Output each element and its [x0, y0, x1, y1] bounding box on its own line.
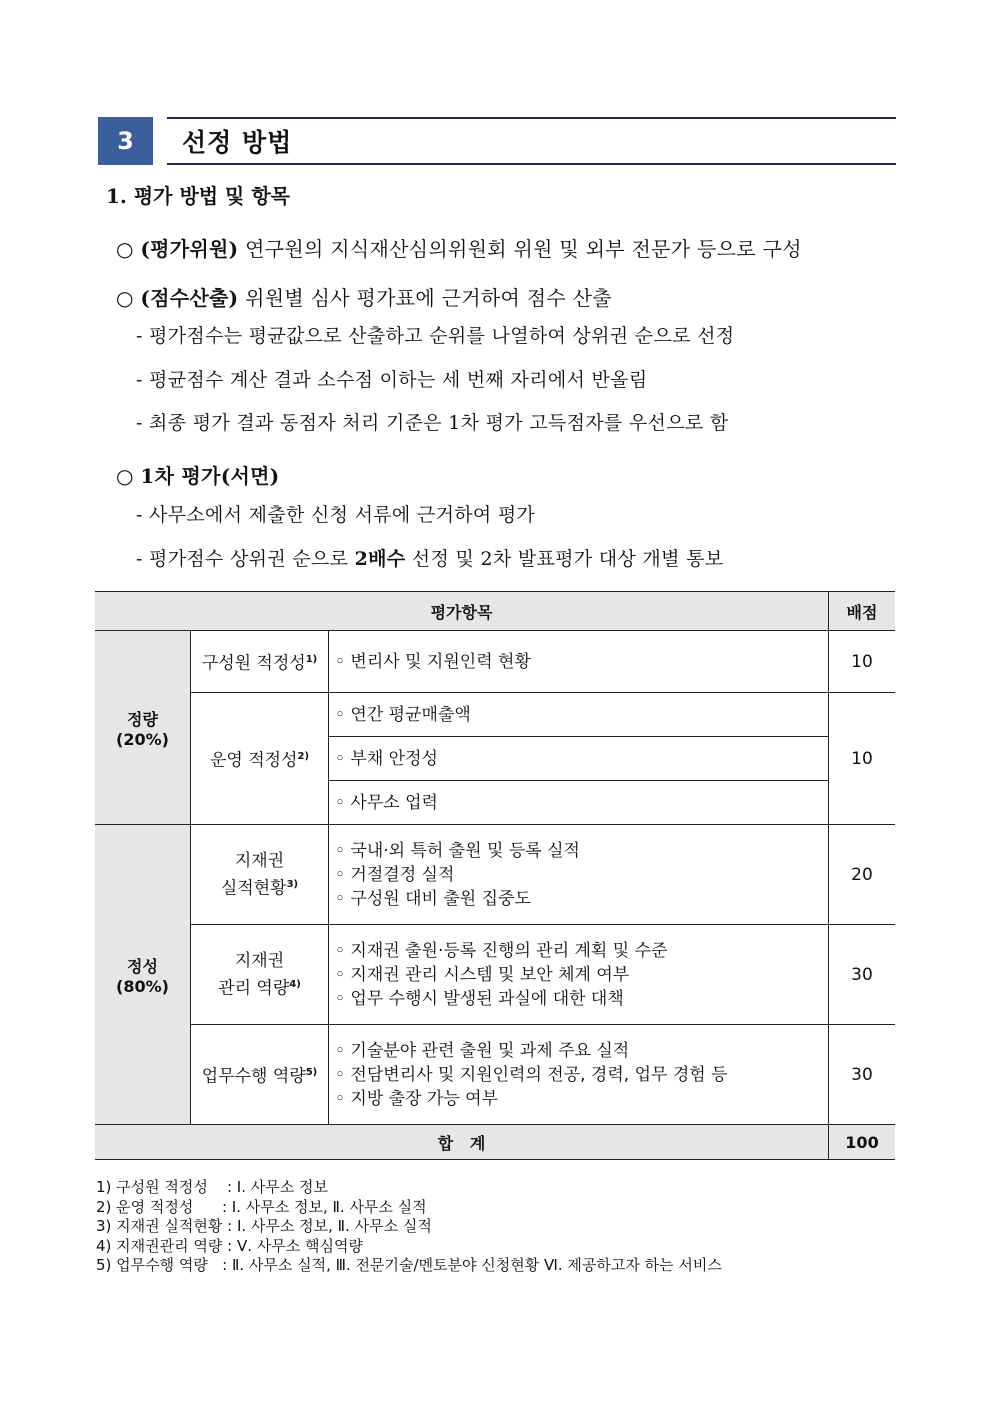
category-name: 정량 [127, 709, 158, 729]
table-row [95, 631, 895, 693]
criterion-item: ◦ 국내·외 특허 출원 및 등록 실적 [335, 840, 580, 861]
footnote-mark: 3) [286, 878, 299, 890]
total-row [95, 1125, 895, 1160]
footnote-mark: 5) [305, 1066, 318, 1078]
section-number: 3 [98, 117, 153, 165]
criterion-name [191, 1025, 329, 1125]
criterion-label: 지재권 [234, 950, 285, 971]
criterion-item: ◦ 지재권 출원·등록 진행의 관리 계획 및 수준 [335, 940, 668, 961]
bullet-score-calc [116, 282, 612, 311]
total-label: 합 계 [95, 1125, 829, 1160]
circle-bullet-icon: ○ [116, 286, 141, 310]
bullet-label: (평가위원) [140, 237, 239, 261]
criterion-label: 실적현황 [220, 878, 287, 899]
sub-item-text: 선정 및 2차 발표평가 대상 개별 통보 [405, 548, 724, 570]
header-item: 평가항목 [95, 592, 829, 631]
footnote: 3) 지재권 실적현황 : Ⅰ. 사무소 정보, Ⅱ. 사무소 실적 [96, 1217, 432, 1235]
category-name: 정성 [127, 956, 158, 976]
criterion-item: ◦ 지방 출장 가능 여부 [335, 1088, 499, 1109]
footnote: 2) 운영 적정성 : Ⅰ. 사무소 정보, Ⅱ. 사무소 실적 [96, 1197, 427, 1216]
criterion-items [329, 925, 829, 1025]
criterion-score: 30 [829, 1025, 896, 1125]
bullet-evaluators [116, 233, 802, 262]
category-pct: (20%) [116, 729, 169, 749]
criterion-items [329, 825, 829, 925]
criterion-items [329, 1025, 829, 1125]
table-row [95, 1025, 895, 1125]
bullet-label: 1차 평가(서면) [140, 464, 280, 488]
total-score: 100 [829, 1125, 896, 1160]
criterion-score: 10 [829, 631, 896, 693]
criterion-item: ◦ 부채 안정성 [329, 737, 829, 781]
footnote-mark: 4) [289, 978, 301, 990]
criterion-item: ◦ 기술분야 관련 출원 및 과제 주요 실적 [335, 1040, 630, 1061]
criterion-score: 30 [829, 925, 896, 1025]
bullet-label: (점수산출) [140, 286, 239, 310]
table-row [95, 693, 895, 737]
criterion-name [191, 825, 329, 925]
criterion-label: 관리 역량 [218, 978, 290, 999]
table-header-row [95, 592, 895, 631]
table-row [95, 925, 895, 1025]
footnote: 4) 지재권관리 역량 : Ⅴ. 사무소 핵심역량 [96, 1236, 363, 1255]
category-qual [95, 825, 191, 1125]
criterion-item: ◦ 업무 수행시 발생된 과실에 대한 대책 [335, 988, 624, 1009]
criterion-item: ◦ 사무소 업력 [329, 781, 829, 825]
criterion-label: 운영 적정성 [209, 750, 298, 771]
category-quant [95, 631, 191, 825]
section-title: 선정 방법 [182, 128, 293, 157]
criterion-name [191, 693, 329, 825]
circle-bullet-icon: ○ [116, 237, 141, 261]
bullet-text: 연구원의 지식재산심의위원회 위원 및 외부 전문가 등으로 구성 [238, 237, 802, 261]
criterion-label: 지재권 [234, 850, 285, 871]
criterion-name [191, 631, 329, 693]
header-score: 배점 [829, 592, 896, 631]
bullet-first-eval [116, 460, 280, 489]
section-header [98, 117, 896, 165]
sub-item-text: - 평가점수 상위권 순으로 [136, 548, 355, 570]
criterion-label: 업무수행 역량 [201, 1066, 306, 1087]
sub-item [136, 544, 723, 571]
sub-item: - 사무소에서 제출한 신청 서류에 근거하여 평가 [136, 504, 536, 526]
subsection-heading: 1. 평가 방법 및 항목 [106, 184, 290, 208]
footnote: 5) 업무수행 역량 : Ⅱ. 사무소 실적, Ⅲ. 전문기술/멘토분야 신청현황 Ⅵ. 제공하고자 하는 서비스 [96, 1256, 722, 1274]
sub-item: - 평가점수는 평균값으로 산출하고 순위를 나열하여 상위권 순으로 선정 [136, 325, 735, 347]
bullet-text: 위원별 심사 평가표에 근거하여 점수 산출 [238, 286, 612, 310]
footnotes [96, 1178, 722, 1276]
criterion-item: ◦ 전담변리사 및 지원인력의 전공, 경력, 업무 경험 등 [335, 1064, 728, 1085]
table-row [95, 825, 895, 925]
criterion-label: 구성원 적정성 [201, 653, 306, 674]
criterion-item: ◦ 구성원 대비 출원 집중도 [335, 888, 531, 909]
footnote-mark: 2) [297, 750, 310, 762]
footnote-mark: 1) [305, 653, 318, 665]
criterion-name [191, 925, 329, 1025]
criterion-score: 10 [829, 693, 896, 825]
sub-item: - 평균점수 계산 결과 소수점 이하는 세 번째 자리에서 반올림 [136, 369, 648, 391]
category-pct: (80%) [116, 976, 169, 996]
criterion-item: ◦ 지재권 관리 시스템 및 보안 체계 여부 [335, 964, 630, 985]
criterion-items: ◦ 변리사 및 지원인력 현황 [329, 631, 829, 693]
criterion-item: ◦ 연간 평균매출액 [329, 693, 829, 737]
evaluation-table [95, 591, 895, 1160]
criterion-item: ◦ 거절결정 실적 [335, 864, 455, 885]
footnote: 1) 구성원 적정성 : Ⅰ. 사무소 정보 [96, 1178, 328, 1196]
circle-bullet-icon: ○ [116, 464, 141, 488]
sub-item-bold: 2배수 [354, 548, 406, 570]
sub-item: - 최종 평가 결과 동점자 처리 기준은 1차 평가 고득점자를 우선으로 함 [136, 412, 729, 434]
criterion-score: 20 [829, 825, 896, 925]
